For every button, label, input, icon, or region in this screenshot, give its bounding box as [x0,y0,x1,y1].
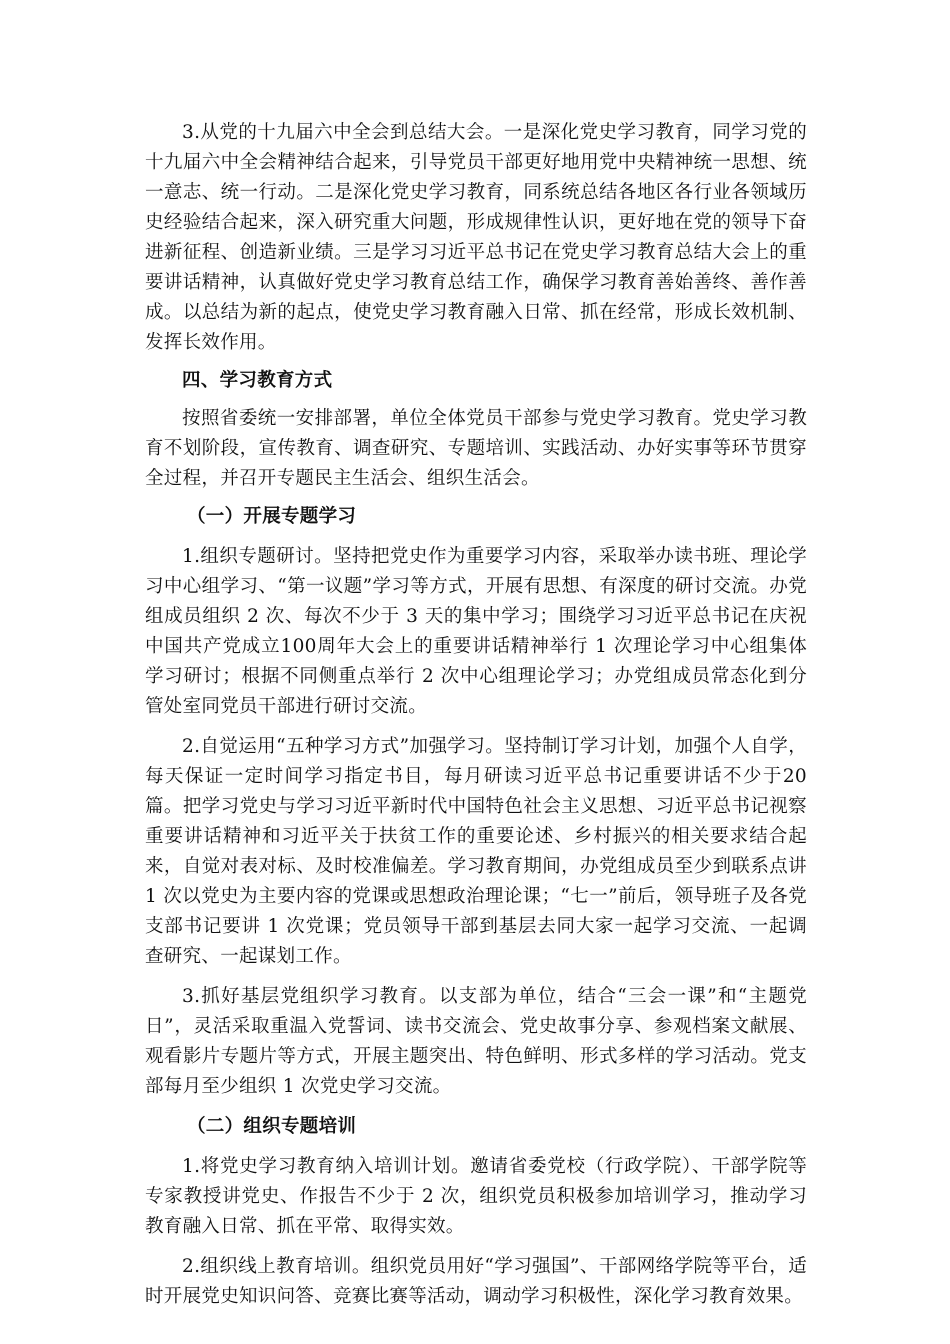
paragraph-five-study-methods: 2.自觉运用“五种学习方式”加强学习。坚持制订学习计划，加强个人自学，每天保证一定时间学习指定书目，每月研读习近平总书记重要讲话不少于20篇。把学习党史与学习习近平新时代中国特色社会主义思想、习近平总书记视察重要讲话精神和习近平关于扶贫工作的重要论述、乡村振兴的相关要求结合起来，自觉对表对标、及时校准偏差。学习教育期间，办党组成员至少到联系点讲 1 次以党史为主要内容的党课或思想政治理论课；“七一”前后，领导班子及各党支部书记要讲 1 次党课；党员领导干部到基层去同大家一起学习交流、一起调查研究、一起谋划工作。 [145,736,807,967]
paragraph-online-training: 2.组织线上教育培训。组织党员用好“学习强国”、干部网络学院等平台，适时开展党史知识问答、竞赛比赛等活动，调动学习积极性，深化学习教育效果。 [145,1256,807,1307]
paragraph-overall-arrangement: 按照省委统一安排部署，单位全体党员干部参与党史学习教育。党史学习教育不划阶段，宣传教育、调查研究、专题培训、实践活动、办好实事等环节贯穿全过程，并召开专题民主生活会、组织生活会。 [145,408,807,489]
paragraph-topic-seminar: 1.组织专题研讨。坚持把党史作为重要学习内容，采取举办读书班、理论学习中心组学习、“第一议题”学习等方式，开展有思想、有深度的研讨交流。办党组成员组织 2 次、每次不少于 3 天的集中学习；围绕学习习近平总书记在庆祝中国共产党成立100周年大会上的重要讲话精神举行 1 次理论学习中心组集体学习研讨；根据不同侧重点举行 2 次中心组理论学习；办党组成员常态化到分管处室同党员干部进行研讨交流。 [145,546,807,717]
paragraph-grassroots-education: 3.抓好基层党组织学习教育。以支部为单位，结合“三会一课”和“主题党日”，灵活采取重温入党誓词、读书交流会、党史故事分享、参观档案文献展、观看影片专题片等方式，开展主题突出、特色鲜明、形式多样的学习活动。党支部每月至少组织 1 次党史学习交流。 [145,986,807,1097]
section-heading-learning-methods: 四、学习教育方式 [182,370,333,391]
paragraph-training-plan: 1.将党史学习教育纳入培训计划。邀请省委党校（行政学院）、干部学院等专家教授讲党史、作报告不少于 2 次，组织党员积极参加培训学习，推动学习教育融入日常、抓在平常、取得实效。 [145,1156,807,1237]
document-page [145,118,807,1312]
paragraph-summary-conference: 3.从党的十九届六中全会到总结大会。一是深化党史学习教育，同学习党的十九届六中全会精神结合起来，引导党员干部更好地用党中央精神统一思想、统一意志、统一行动。二是深化党史学习教育，同系统总结各地区各行业各领域历史经验结合起来，深入研究重大问题，形成规律性认识，更好地在党的领导下奋进新征程、创造新业绩。三是学习习近平总书记在党史学习教育总结大会上的重要讲话精神，认真做好党史学习教育总结工作，确保学习教育善始善终、善作善成。以总结为新的起点，使党史学习教育融入日常、抓在经常，形成长效机制、发挥长效作用。 [145,122,807,353]
subsection-heading-topic-training: （二）组织专题培训 [187,1116,357,1137]
subsection-heading-topic-study: （一）开展专题学习 [187,506,357,527]
